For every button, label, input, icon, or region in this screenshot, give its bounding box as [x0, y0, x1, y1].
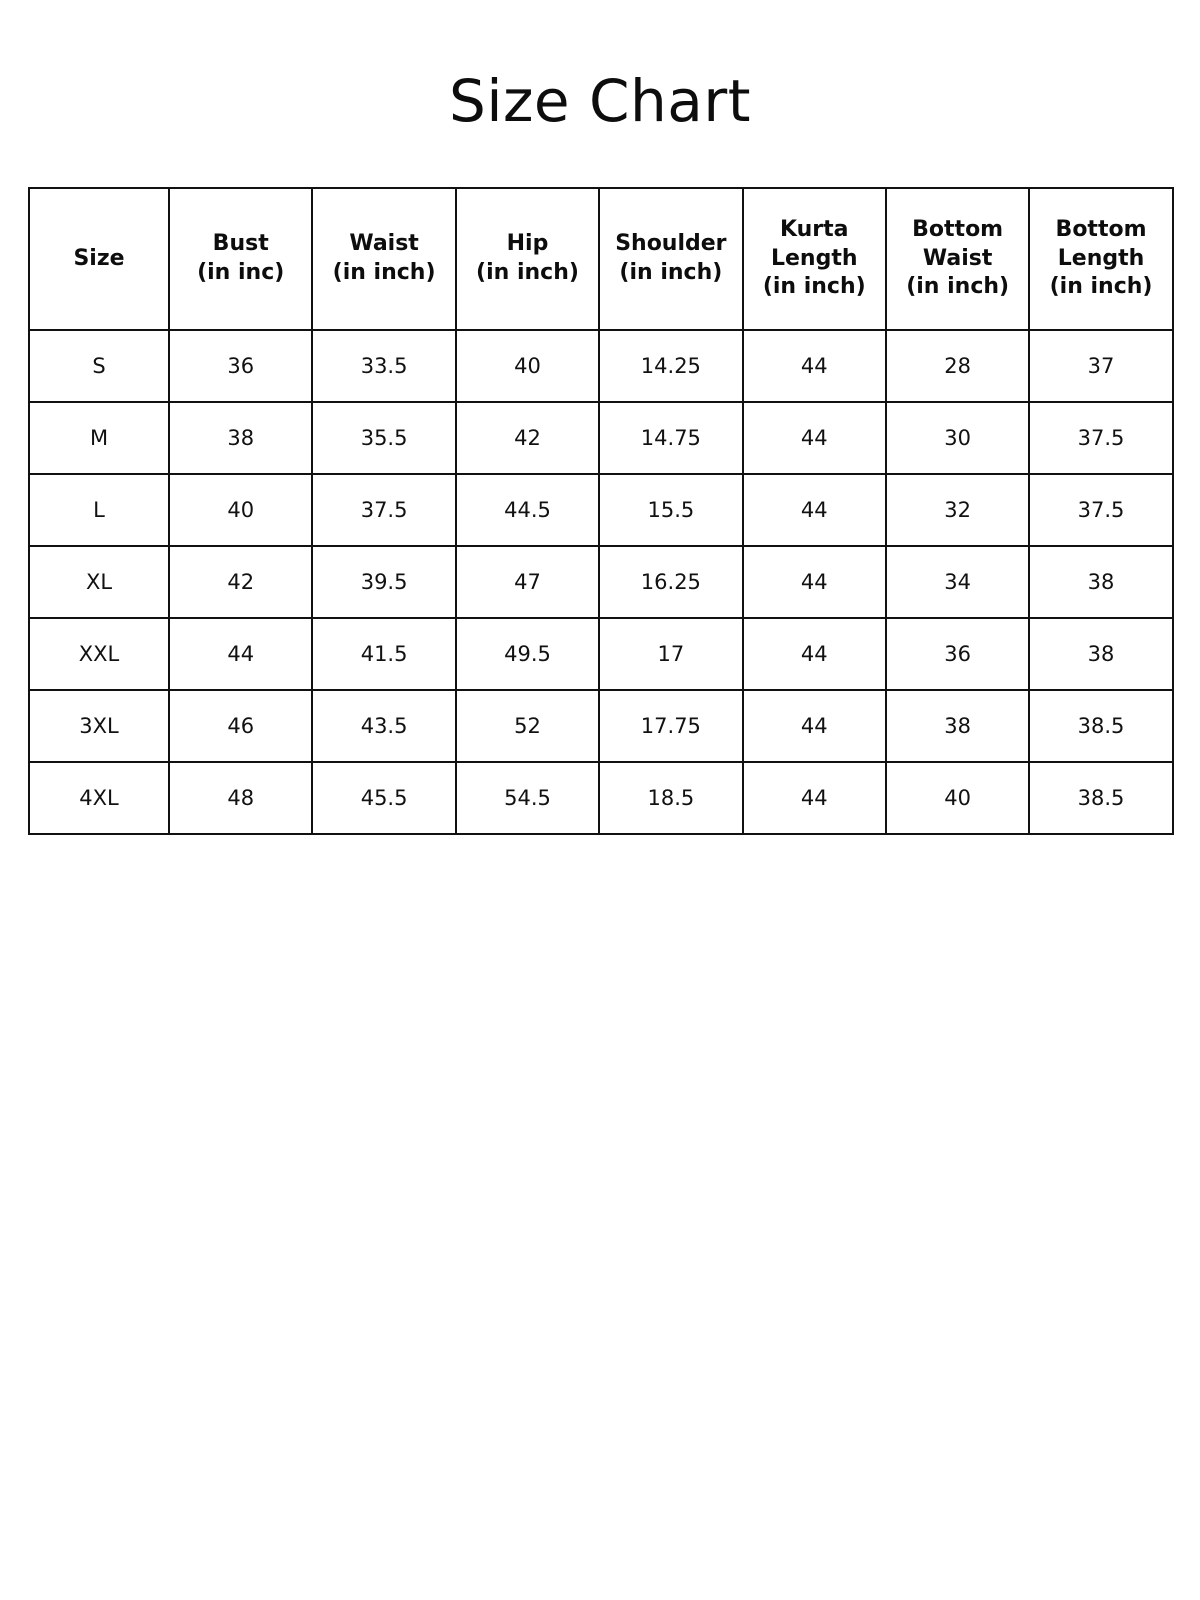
column-header-bottom-length	[1029, 188, 1172, 330]
cell-hip: 49.5	[456, 618, 599, 690]
column-header-bottom-waist	[886, 188, 1029, 330]
table-row	[29, 618, 1173, 690]
column-header-hip-line1: Hip	[506, 231, 549, 257]
table-row	[29, 762, 1173, 834]
cell-waist: 45.5	[312, 762, 455, 834]
table-body	[29, 330, 1173, 834]
cell-size: XXL	[29, 618, 169, 690]
cell-waist: 41.5	[312, 618, 455, 690]
cell-size: S	[29, 330, 169, 402]
cell-bottom-length: 37.5	[1029, 402, 1172, 474]
column-header-waist-line2: (in inch)	[332, 260, 436, 285]
table-header-row	[29, 188, 1173, 330]
column-header-waist	[312, 188, 455, 330]
cell-bottom-length: 38.5	[1029, 762, 1172, 834]
cell-shoulder: 14.75	[599, 402, 742, 474]
table-row	[29, 546, 1173, 618]
cell-hip: 52	[456, 690, 599, 762]
cell-kurta-length: 44	[743, 762, 886, 834]
cell-waist: 39.5	[312, 546, 455, 618]
cell-kurta-length: 44	[743, 330, 886, 402]
cell-hip: 40	[456, 330, 599, 402]
column-header-kurta-length-line2: (in inch)	[762, 274, 866, 300]
cell-hip: 47	[456, 546, 599, 618]
cell-hip: 54.5	[456, 762, 599, 834]
cell-waist: 43.5	[312, 690, 455, 762]
cell-bottom-waist: 38	[886, 690, 1029, 762]
table-header	[29, 188, 1173, 330]
cell-bust: 36	[169, 330, 312, 402]
page-title: Size Chart	[449, 67, 751, 135]
cell-waist: 37.5	[312, 474, 455, 546]
cell-bottom-length: 38	[1029, 546, 1172, 618]
column-header-shoulder	[599, 188, 742, 330]
cell-kurta-length: 44	[743, 618, 886, 690]
cell-bottom-length: 37.5	[1029, 474, 1172, 546]
cell-bust: 48	[169, 762, 312, 834]
cell-bust: 38	[169, 402, 312, 474]
column-header-waist-line1: Waist	[349, 231, 419, 257]
cell-kurta-length: 44	[743, 546, 886, 618]
column-header-kurta-length	[743, 188, 886, 330]
column-header-bottom-length-line2: (in inch)	[1049, 274, 1153, 300]
cell-bottom-length: 38	[1029, 618, 1172, 690]
cell-shoulder: 17	[599, 618, 742, 690]
cell-bottom-length: 38.5	[1029, 690, 1172, 762]
column-header-hip	[456, 188, 599, 330]
cell-bottom-waist: 32	[886, 474, 1029, 546]
size-chart-table-wrapper	[0, 187, 1200, 835]
column-header-shoulder-line2: (in inch)	[619, 260, 723, 285]
cell-kurta-length: 44	[743, 690, 886, 762]
cell-bottom-waist: 34	[886, 546, 1029, 618]
column-header-shoulder-line1: Shoulder	[615, 231, 727, 257]
size-chart-table	[28, 187, 1174, 835]
table-row	[29, 690, 1173, 762]
column-header-bust-line1: Bust	[212, 231, 269, 257]
table-row	[29, 474, 1173, 546]
column-header-bust-line2: (in inc)	[197, 260, 285, 285]
column-header-bust	[169, 188, 312, 330]
cell-bottom-waist: 40	[886, 762, 1029, 834]
cell-size: XL	[29, 546, 169, 618]
column-header-bottom-length-line1: Bottom Length	[1055, 217, 1147, 271]
table-row	[29, 402, 1173, 474]
column-header-hip-line2: (in inch)	[476, 260, 579, 285]
cell-bust: 40	[169, 474, 312, 546]
column-header-size	[29, 188, 169, 330]
cell-hip: 42	[456, 402, 599, 474]
cell-shoulder: 14.25	[599, 330, 742, 402]
column-header-size-line1: Size	[73, 245, 125, 271]
table-row	[29, 330, 1173, 402]
cell-size: M	[29, 402, 169, 474]
cell-size: 4XL	[29, 762, 169, 834]
cell-size: L	[29, 474, 169, 546]
column-header-bottom-waist-line2: (in inch)	[906, 274, 1010, 300]
cell-hip: 44.5	[456, 474, 599, 546]
cell-bust: 44	[169, 618, 312, 690]
cell-shoulder: 18.5	[599, 762, 742, 834]
cell-bottom-length: 37	[1029, 330, 1172, 402]
cell-waist: 35.5	[312, 402, 455, 474]
cell-bust: 42	[169, 546, 312, 618]
column-header-kurta-length-line1: Kurta Length	[770, 217, 858, 271]
cell-waist: 33.5	[312, 330, 455, 402]
cell-kurta-length: 44	[743, 402, 886, 474]
cell-kurta-length: 44	[743, 474, 886, 546]
cell-shoulder: 17.75	[599, 690, 742, 762]
column-header-bottom-waist-line1: Bottom Waist	[912, 217, 1004, 271]
cell-bottom-waist: 30	[886, 402, 1029, 474]
cell-shoulder: 15.5	[599, 474, 742, 546]
cell-shoulder: 16.25	[599, 546, 742, 618]
cell-bottom-waist: 28	[886, 330, 1029, 402]
cell-size: 3XL	[29, 690, 169, 762]
cell-bottom-waist: 36	[886, 618, 1029, 690]
cell-bust: 46	[169, 690, 312, 762]
